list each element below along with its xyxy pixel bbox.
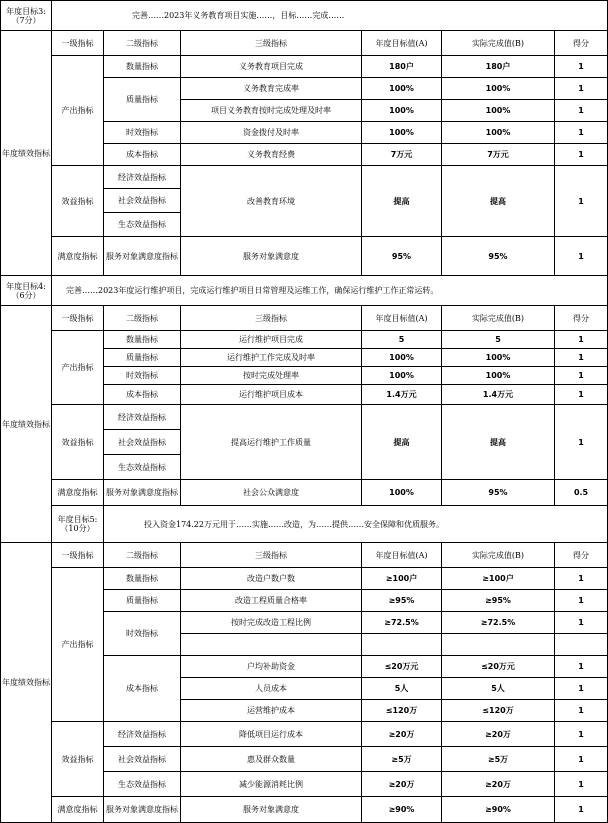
actual-cell: 7万元 [442, 144, 555, 166]
actual-cell: 95% [442, 480, 555, 506]
header-row [1, 31, 608, 56]
actual-cell: ≤20万元 [442, 656, 555, 678]
target-cell: 180户 [362, 56, 442, 78]
target-cell: 100% [362, 349, 442, 367]
output-label: 产出指标 [52, 331, 104, 405]
goal-text: 完善……2023年度运行维护项目，完成运行维护项目日常管理及运维工作，确保运行维护工作正常运转。 [52, 276, 608, 306]
actual-cell: 100% [442, 100, 555, 122]
table-row [1, 237, 608, 276]
score-cell: 1 [555, 237, 608, 276]
table-row [1, 480, 608, 506]
header-l1: 一级指标 [52, 31, 104, 56]
l3-cell: 户均补助资金 [181, 656, 362, 678]
score-cell: 1 [555, 700, 608, 722]
header-l1: 一级指标 [52, 306, 104, 331]
header-l2: 二级指标 [104, 306, 181, 331]
l3-cell: 按时完成处理率 [181, 367, 362, 385]
output-label: 产出指标 [52, 56, 104, 166]
goal-row [1, 276, 608, 306]
goal-label: 年度目标5: （10分） [52, 506, 104, 543]
perf-label: 年度绩效指标 [1, 543, 52, 823]
l2-cell: 生态效益指标 [104, 213, 181, 237]
target-cell: 5人 [362, 678, 442, 700]
l2-cell: 成本指标 [104, 385, 181, 405]
actual-cell: ≥5万 [442, 747, 555, 772]
score-cell: 1 [555, 144, 608, 166]
score-cell: 1 [555, 656, 608, 678]
target-cell: ≤120万 [362, 700, 442, 722]
goal-row [1, 506, 608, 543]
target-cell: ≥20万 [362, 772, 442, 797]
target-cell: 7万元 [362, 144, 442, 166]
goal-label: 年度目标4: （6分） [1, 276, 52, 306]
l3-cell: 服务对象满意度 [181, 797, 362, 823]
score-cell: 1 [555, 722, 608, 747]
score-cell [555, 634, 608, 656]
target-cell: 100% [362, 78, 442, 100]
header-l2: 二级指标 [104, 543, 181, 568]
score-cell: 1 [555, 678, 608, 700]
score-cell: 0.5 [555, 480, 608, 506]
score-cell: 1 [555, 367, 608, 385]
header-actual: 实际完成值(B) [442, 31, 555, 56]
header-actual: 实际完成值(B) [442, 543, 555, 568]
l3-cell: 资金拨付及时率 [181, 122, 362, 144]
l3-cell: 改善教育环境 [181, 166, 362, 237]
l2-cell: 生态效益指标 [104, 455, 181, 480]
l2-cell: 社会效益指标 [104, 747, 181, 772]
l3-cell: 运行维护工作完成及时率 [181, 349, 362, 367]
output-label: 产出指标 [52, 568, 104, 722]
actual-cell: 提高 [442, 166, 555, 237]
target-cell: 1.4万元 [362, 385, 442, 405]
header-score: 得分 [555, 31, 608, 56]
score-cell: 1 [555, 385, 608, 405]
actual-cell: 100% [442, 349, 555, 367]
l2-cell: 经济效益指标 [104, 405, 181, 430]
goal-label: 年度目标3: （7分） [1, 1, 52, 31]
score-cell: 1 [555, 568, 608, 590]
actual-cell: 1.4万元 [442, 385, 555, 405]
l2-cell: 质量指标 [104, 349, 181, 367]
perf-label: 年度绩效指标 [1, 306, 52, 543]
score-cell: 1 [555, 747, 608, 772]
l3-cell: 改造工程质量合格率 [181, 590, 362, 612]
l2-cell: 成本指标 [104, 656, 181, 722]
l2-cell: 质量指标 [104, 78, 181, 122]
l3-cell: 运行维护项目成本 [181, 385, 362, 405]
l3-cell: 降低项目运行成本 [181, 722, 362, 747]
perf-label: 年度绩效指标 [1, 31, 52, 276]
l2-cell: 服务对象满意度指标 [104, 797, 181, 823]
header-row [1, 306, 608, 331]
benefit-label: 效益指标 [52, 405, 104, 480]
header-l2: 二级指标 [104, 31, 181, 56]
target-cell: 5 [362, 331, 442, 349]
l3-cell: 运行维护项目完成 [181, 331, 362, 349]
goal-text: 投入资金174.22万元用于……实施……改造，为……提供……安全保障和优质服务。 [104, 506, 608, 543]
l3-cell: 义务教育经费 [181, 144, 362, 166]
l3-cell: 义务教育项目完成 [181, 56, 362, 78]
actual-cell: ≥90% [442, 797, 555, 823]
l3-cell: 人员成本 [181, 678, 362, 700]
l2-cell: 时效指标 [104, 367, 181, 385]
l3-cell: 惠及群众数量 [181, 747, 362, 772]
l2-cell: 成本指标 [104, 144, 181, 166]
table-row [1, 568, 608, 590]
target-cell [362, 634, 442, 656]
l2-cell: 数量指标 [104, 568, 181, 590]
l3-cell: 项目义务教育按时完成处理及时率 [181, 100, 362, 122]
l2-cell: 数量指标 [104, 331, 181, 349]
target-cell: 95% [362, 237, 442, 276]
actual-cell [442, 634, 555, 656]
table-row [1, 166, 608, 189]
table-row [1, 722, 608, 747]
actual-cell: ≤120万 [442, 700, 555, 722]
actual-cell: 提高 [442, 405, 555, 480]
l3-cell [181, 634, 362, 656]
actual-cell: ≥95% [442, 590, 555, 612]
table-row [1, 56, 608, 78]
l2-cell: 社会效益指标 [104, 430, 181, 455]
score-cell: 1 [555, 56, 608, 78]
score-cell: 1 [555, 612, 608, 634]
target-cell: ≥72.5% [362, 612, 442, 634]
target-cell: ≥100户 [362, 568, 442, 590]
l3-cell: 社会公众满意度 [181, 480, 362, 506]
header-target: 年度目标值(A) [362, 306, 442, 331]
score-cell: 1 [555, 797, 608, 823]
actual-cell: ≥20万 [442, 722, 555, 747]
target-cell: ≥95% [362, 590, 442, 612]
target-cell: 100% [362, 480, 442, 506]
header-actual: 实际完成值(B) [442, 306, 555, 331]
l2-cell: 服务对象满意度指标 [104, 237, 181, 276]
l2-cell: 质量指标 [104, 590, 181, 612]
benefit-label: 效益指标 [52, 166, 104, 237]
target-cell: ≥20万 [362, 722, 442, 747]
actual-cell: 100% [442, 78, 555, 100]
satis-label: 满意度指标 [52, 480, 104, 506]
l2-cell: 时效指标 [104, 612, 181, 656]
l2-cell: 时效指标 [104, 122, 181, 144]
l2-cell: 生态效益指标 [104, 772, 181, 797]
score-cell: 1 [555, 590, 608, 612]
header-row [1, 543, 608, 568]
l3-cell: 改造户数户数 [181, 568, 362, 590]
goal-row [1, 1, 608, 31]
actual-cell: 95% [442, 237, 555, 276]
header-l1: 一级指标 [52, 543, 104, 568]
table-row [1, 331, 608, 349]
target-cell: 提高 [362, 166, 442, 237]
l2-cell: 社会效益指标 [104, 189, 181, 213]
actual-cell: 100% [442, 367, 555, 385]
actual-cell: 5 [442, 331, 555, 349]
l2-cell: 服务对象满意度指标 [104, 480, 181, 506]
score-cell: 1 [555, 405, 608, 480]
header-score: 得分 [555, 306, 608, 331]
score-cell: 1 [555, 100, 608, 122]
satis-label: 满意度指标 [52, 237, 104, 276]
l2-cell: 经济效益指标 [104, 722, 181, 747]
goal-text: 完善……2023年义务教育项目实施……，目标……完成…… [52, 1, 608, 31]
score-cell: 1 [555, 331, 608, 349]
score-cell: 1 [555, 166, 608, 237]
target-cell: ≥90% [362, 797, 442, 823]
target-cell: 100% [362, 122, 442, 144]
score-cell: 1 [555, 772, 608, 797]
header-l3: 三级指标 [181, 31, 362, 56]
l3-cell: 减少能源消耗比例 [181, 772, 362, 797]
header-target: 年度目标值(A) [362, 31, 442, 56]
l3-cell: 义务教育完成率 [181, 78, 362, 100]
target-cell: ≥5万 [362, 747, 442, 772]
actual-cell: ≥100户 [442, 568, 555, 590]
table-row [1, 797, 608, 823]
actual-cell: ≥20万 [442, 772, 555, 797]
target-cell: 100% [362, 100, 442, 122]
benefit-label: 效益指标 [52, 722, 104, 797]
header-l3: 三级指标 [181, 543, 362, 568]
actual-cell: 100% [442, 122, 555, 144]
actual-cell: 5人 [442, 678, 555, 700]
target-cell: 100% [362, 367, 442, 385]
l2-cell: 数量指标 [104, 56, 181, 78]
target-cell: ≤20万元 [362, 656, 442, 678]
actual-cell: ≥72.5% [442, 612, 555, 634]
l3-cell: 运营维护成本 [181, 700, 362, 722]
score-cell: 1 [555, 122, 608, 144]
target-cell: 提高 [362, 405, 442, 480]
satis-label: 满意度指标 [52, 797, 104, 823]
l3-cell: 提高运行维护工作质量 [181, 405, 362, 480]
score-cell: 1 [555, 78, 608, 100]
header-l3: 三级指标 [181, 306, 362, 331]
score-cell: 1 [555, 349, 608, 367]
l2-cell: 经济效益指标 [104, 166, 181, 189]
l3-cell: 服务对象满意度 [181, 237, 362, 276]
header-score: 得分 [555, 543, 608, 568]
l3-cell: 按时完成改造工程比例 [181, 612, 362, 634]
actual-cell: 180户 [442, 56, 555, 78]
table-row [1, 405, 608, 430]
header-target: 年度目标值(A) [362, 543, 442, 568]
